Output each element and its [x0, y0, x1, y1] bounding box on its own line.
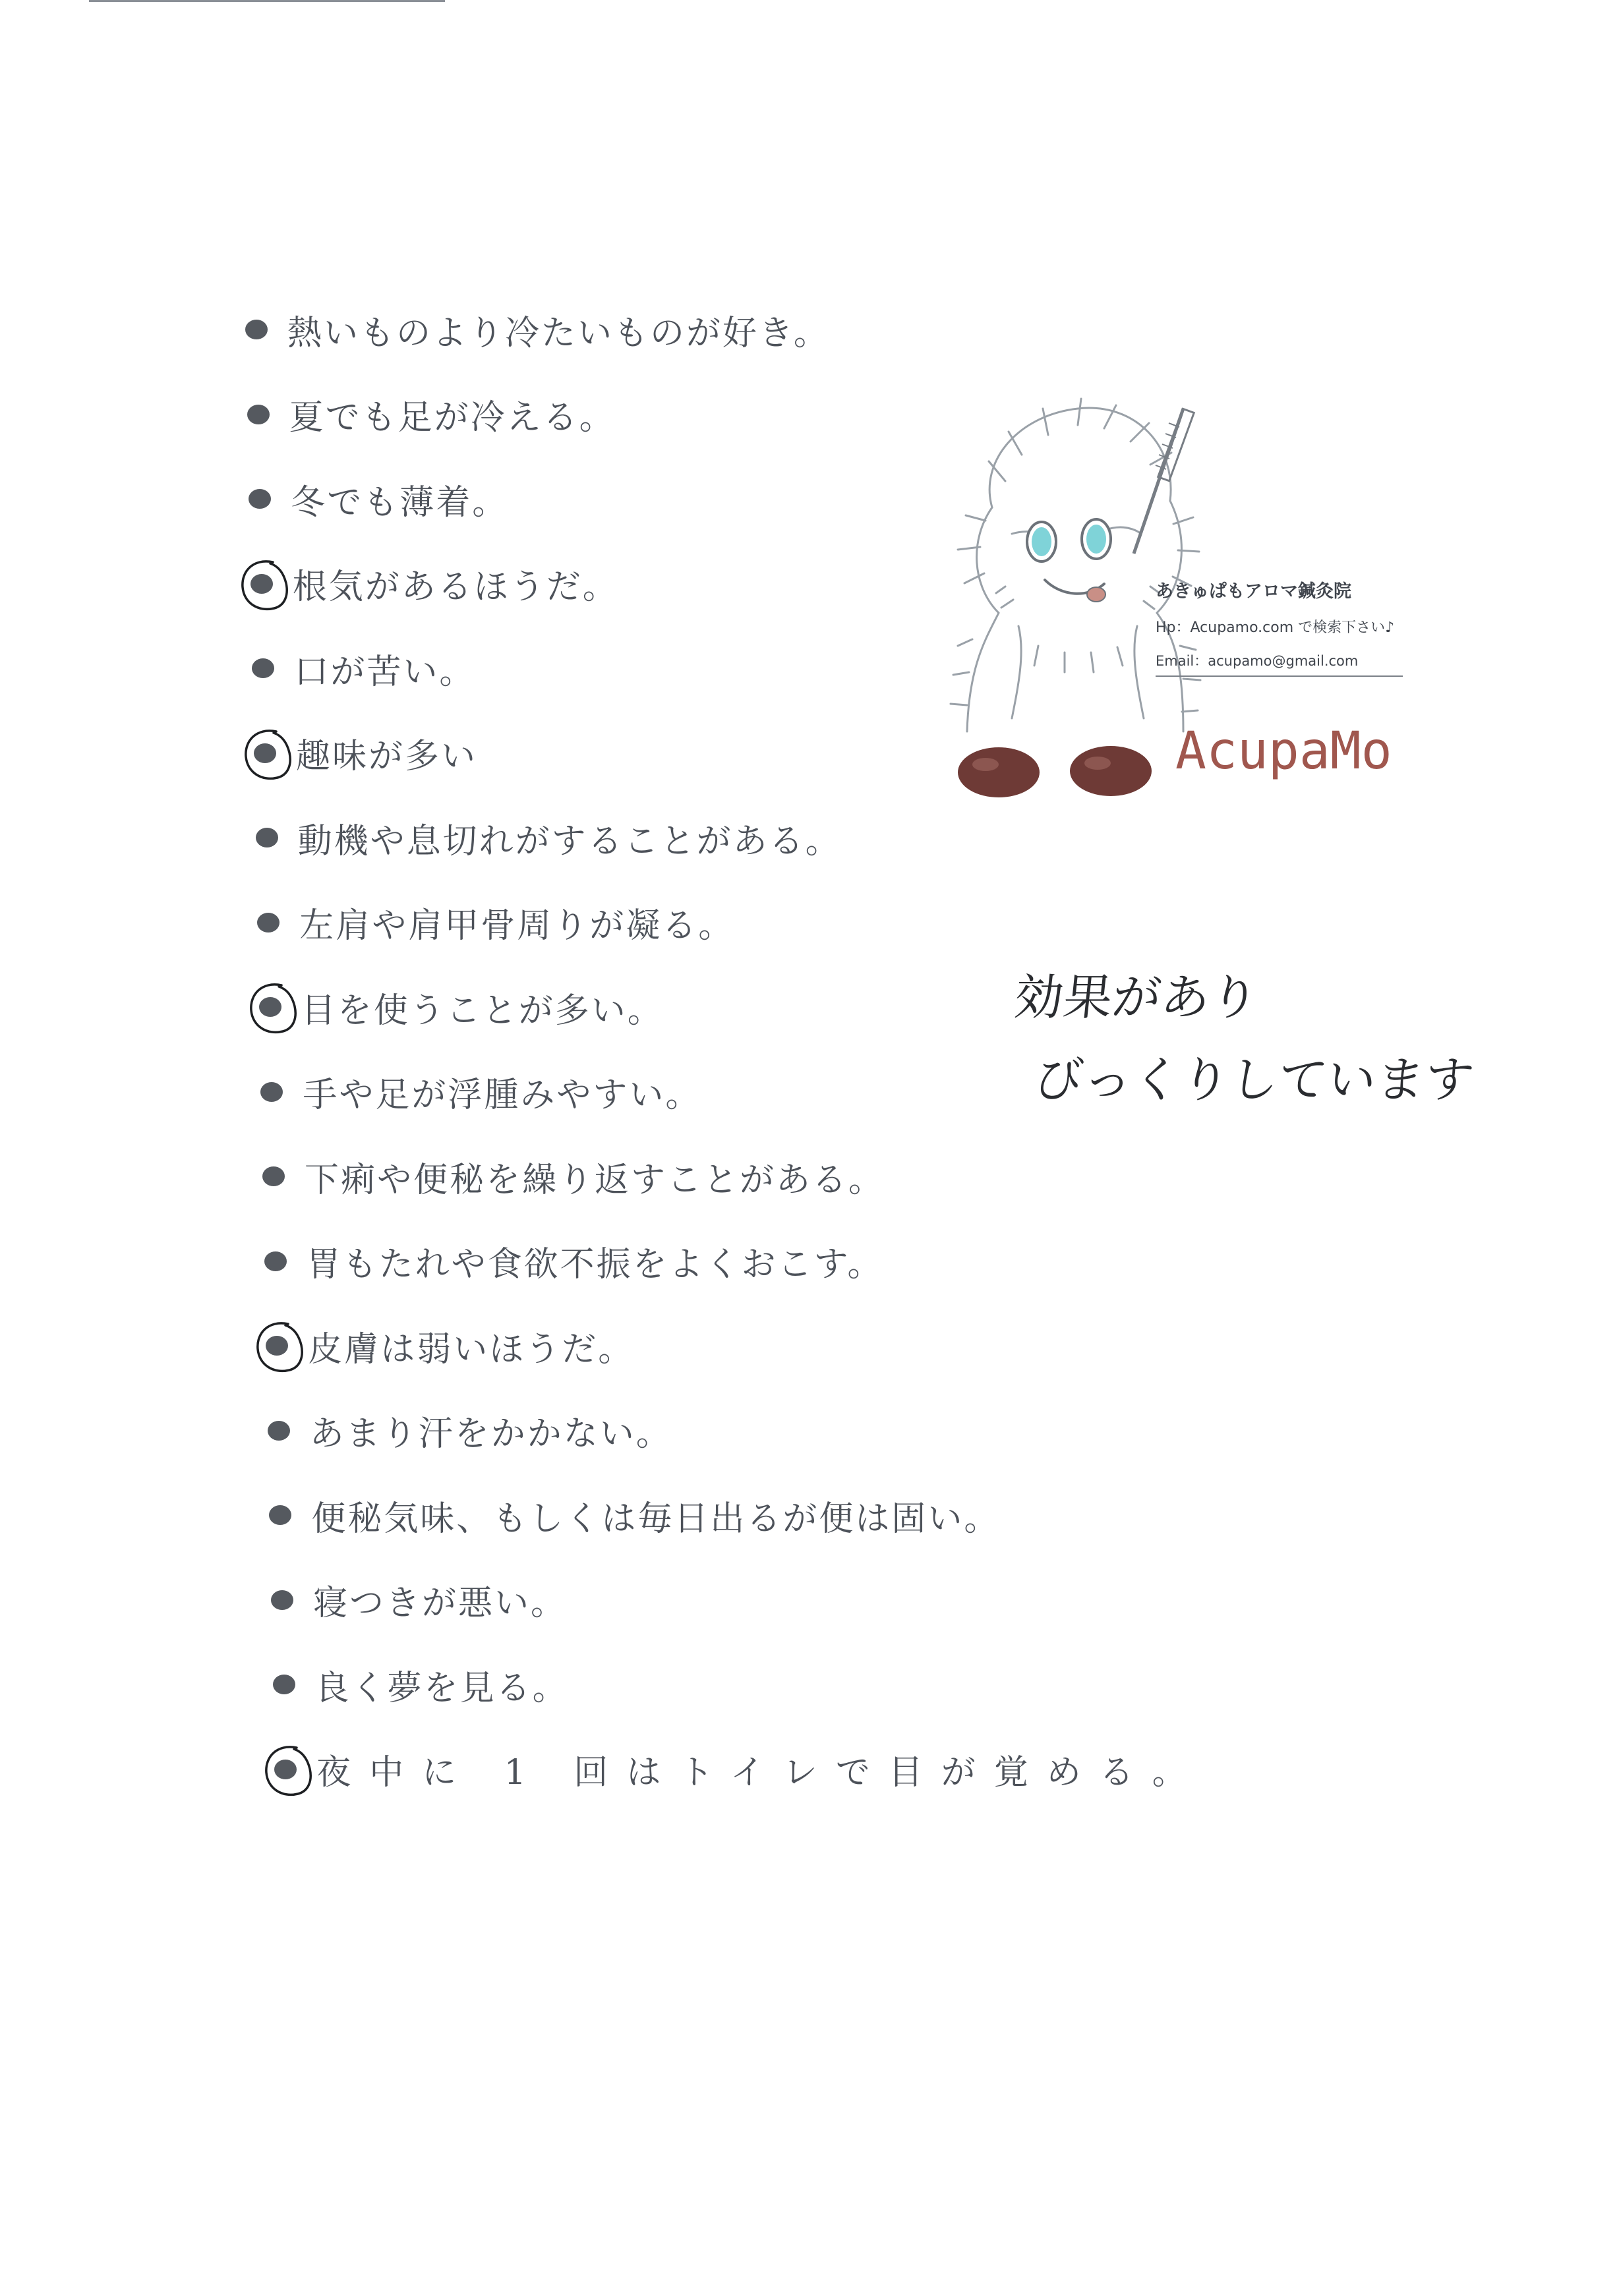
handwritten-note [1011, 959, 1477, 1130]
checklist-item-text: 夏でも足が冷える。 [289, 398, 616, 438]
checklist-item [271, 1570, 567, 1630]
checklist-item-text: 左肩や肩甲骨周りが凝る。 [299, 906, 735, 946]
hand-drawn-circle-mark [254, 1319, 307, 1375]
bullet-icon [268, 1421, 290, 1441]
checklist-item [249, 469, 508, 529]
checklist-item-text: 熱いものより冷たいものが好き。 [287, 313, 830, 353]
checklist-item-text: 良く夢を見る。 [314, 1668, 569, 1708]
checklist-item [269, 1485, 1000, 1545]
checklist-item-text: 下痢や便秘を繰り返すことがある。 [305, 1160, 885, 1200]
bullet-icon [273, 1675, 295, 1694]
clinic-name: あきゅぱもアロマ鍼灸院 [1156, 581, 1351, 602]
clinic-info-card [1156, 577, 1406, 715]
checklist-item [256, 808, 842, 867]
checklist-item [260, 1062, 701, 1122]
checklist-item [245, 300, 830, 359]
checklist-item-text: 趣味が多い [296, 737, 478, 776]
bullet-icon [249, 489, 271, 509]
hand-drawn-circle-mark [239, 557, 291, 614]
checklist-item [274, 1740, 1205, 1799]
checklist-item [262, 1147, 885, 1206]
checklist-item [268, 1401, 672, 1460]
checklist-item [264, 1232, 884, 1291]
clinic-logo-text: AcupaMo [1175, 722, 1392, 781]
mascot-feet [958, 746, 1152, 797]
bullet-icon [269, 1505, 291, 1525]
checklist-item-text: 寝つきが悪い。 [313, 1584, 568, 1623]
clinic-website: Hp：Acupamo.com で検索下さい♪ [1156, 619, 1395, 636]
bullet-icon [252, 658, 274, 678]
checklist-item [252, 639, 475, 698]
checklist-item-text: 胃もたれや食欲不振をよくおこす。 [306, 1245, 884, 1284]
checklist-item-text: 手や足が浮腫みやすい。 [303, 1076, 702, 1115]
checklist-item [259, 977, 664, 1037]
checklist-item [257, 893, 734, 952]
checklist-item-text: 目を使うことが多い。 [301, 990, 664, 1031]
bullet-icon [271, 1590, 293, 1610]
checklist-item-text: 動機や息切れがすることがある。 [297, 821, 842, 861]
checklist-item [266, 1316, 634, 1375]
bullet-icon [260, 1082, 283, 1102]
clinic-email: Email：acupamo@gmail.com [1156, 653, 1359, 669]
checklist-item-text: 口が苦い。 [294, 652, 476, 692]
divider [1156, 675, 1403, 677]
checklist-item-text: 根気があるほうだ。 [292, 567, 619, 607]
bullet-icon [264, 1251, 287, 1271]
hand-drawn-circle-mark [242, 726, 295, 783]
bullet-icon [256, 828, 278, 847]
checklist-item-text: 皮膚は弱いほうだ。 [308, 1329, 635, 1369]
bullet-icon [247, 405, 270, 424]
hand-drawn-circle-mark [247, 980, 300, 1037]
clinic-stamp [906, 389, 1407, 824]
checklist-item [247, 385, 616, 444]
hand-drawn-circle-mark [262, 1742, 315, 1799]
bullet-icon [245, 320, 268, 339]
checklist-item-text: あまり汗をかかない。 [309, 1414, 672, 1454]
mascot-face [1027, 519, 1111, 602]
bullet-icon [257, 913, 280, 933]
checklist-item [273, 1655, 569, 1714]
handwritten-line-1: 効果があり [1011, 969, 1262, 1026]
checklist-item-text: 便秘気味、もしくは毎日出るが便は固い。 [311, 1499, 1001, 1539]
checklist-item [250, 554, 619, 614]
checklist-item-text: 夜中に 1 回はトイレで目が覚める。 [316, 1753, 1205, 1793]
checklist-item [254, 724, 477, 783]
bullet-icon [262, 1166, 285, 1186]
handwritten-line-2: びっくりしています [1031, 1052, 1477, 1108]
checklist-item-text: 冬でも薄着。 [291, 482, 509, 523]
